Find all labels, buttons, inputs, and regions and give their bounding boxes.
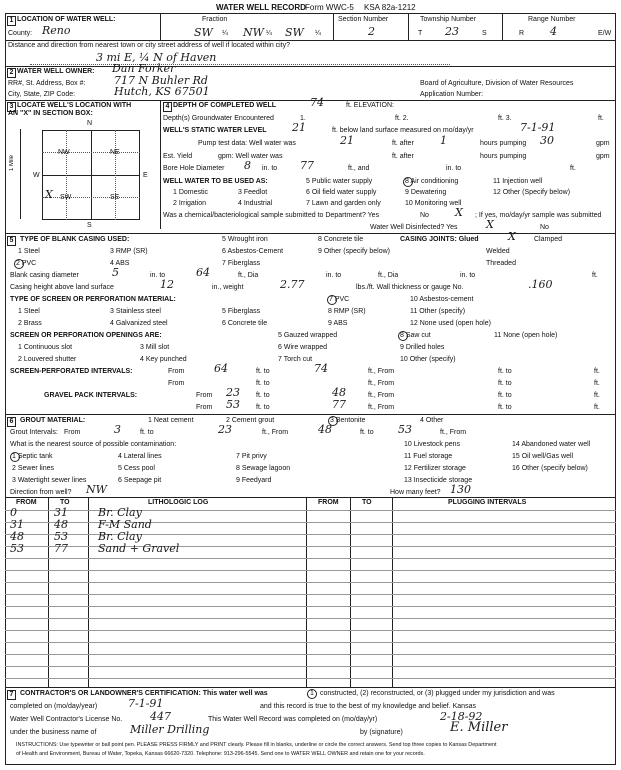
static-level-value[interactable]: 21: [292, 121, 306, 134]
fraction-2[interactable]: NW: [243, 26, 264, 39]
license-number[interactable]: 447: [150, 710, 171, 723]
address-value[interactable]: 717 N Buhler Rd: [114, 74, 208, 87]
log-to[interactable]: 31: [54, 506, 68, 519]
signature[interactable]: E. Miller: [450, 720, 508, 735]
opening-saw-cut[interactable]: 8 Saw cut: [400, 332, 431, 339]
log-description[interactable]: F-M Sand: [98, 518, 152, 531]
section-3-number: 3: [7, 102, 16, 112]
log-from[interactable]: 53: [10, 542, 24, 555]
casing-depth[interactable]: 64: [196, 266, 210, 279]
log-from[interactable]: 31: [10, 518, 24, 531]
application-number-label: Application Number:: [420, 91, 484, 98]
fraction-label: Fraction: [202, 16, 228, 23]
range-value[interactable]: 4: [550, 25, 557, 38]
city-value[interactable]: Hutch, KS 67501: [114, 85, 210, 98]
form-title: WATER WELL RECORD: [216, 3, 306, 12]
joints-glued-mark[interactable]: X: [508, 230, 516, 243]
owner-label: WATER WELL OWNER:: [17, 68, 95, 75]
section-value[interactable]: 2: [368, 25, 375, 38]
county-label: County:: [8, 30, 33, 37]
contam-septic-tank[interactable]: 1 Septic tank: [12, 453, 53, 460]
grout-bentonite[interactable]: 3 Bentonite: [330, 417, 366, 424]
record-date[interactable]: 2-18-92: [440, 710, 483, 723]
chem-no-mark[interactable]: X: [455, 206, 463, 219]
section-5-number: 5: [7, 236, 16, 246]
pump-hours[interactable]: 1: [440, 134, 447, 147]
gravel-2-to[interactable]: 77: [332, 398, 346, 411]
grout-from-1[interactable]: 3: [114, 423, 121, 436]
log-description[interactable]: Sand + Gravel: [98, 542, 180, 555]
pump-ft[interactable]: 21: [340, 134, 354, 147]
static-date[interactable]: 7-1-91: [520, 121, 556, 134]
log-to[interactable]: 77: [54, 542, 68, 555]
log-description[interactable]: Br. Clay: [98, 506, 142, 519]
bore-diameter[interactable]: 8: [244, 159, 251, 172]
gravel-1-from[interactable]: 23: [226, 386, 240, 399]
casing-height[interactable]: 12: [160, 278, 174, 291]
business-name[interactable]: Miller Drilling: [130, 723, 210, 736]
log-description[interactable]: Br. Clay: [98, 530, 142, 543]
section-4-number: 4: [163, 102, 172, 112]
distance-label: Distance and direction from nearest town or city street address of well if located within city?: [8, 42, 291, 49]
fraction-3[interactable]: SW: [285, 26, 304, 39]
disinfected-yes-mark[interactable]: X: [486, 218, 494, 231]
address-label: RR#, St. Address, Box #:: [8, 80, 86, 87]
owner-value[interactable]: Dan Forker: [112, 62, 176, 75]
township-value[interactable]: 23: [445, 25, 459, 38]
east-west: E/W: [598, 30, 612, 37]
section-2-number: 2: [7, 68, 16, 78]
township-number-label: Township Number: [420, 16, 477, 23]
feet-value[interactable]: 130: [450, 483, 471, 496]
direction-value[interactable]: NW: [86, 483, 107, 496]
distance-value[interactable]: 3 mi E, ¼ N of Haven: [96, 51, 217, 64]
casing-pvc[interactable]: 2 PVC: [16, 260, 37, 267]
ksa-number: KSA 82a-1212: [364, 3, 416, 12]
screen-pvc[interactable]: 7 PVC: [329, 296, 350, 303]
range-number-label: Range Number: [528, 16, 576, 23]
location-label: LOCATION OF WATER WELL:: [17, 16, 116, 23]
log-to[interactable]: 53: [54, 530, 68, 543]
section-1-number: 1: [7, 16, 16, 26]
completion-date[interactable]: 7-1-91: [128, 697, 164, 710]
bore-depth[interactable]: 77: [300, 159, 314, 172]
gravel-2-from[interactable]: 53: [226, 398, 240, 411]
board-label: Board of Agriculture, Division of Water Resources: [420, 80, 574, 87]
grout-to-2[interactable]: 53: [398, 423, 412, 436]
gauge-value[interactable]: .160: [528, 278, 553, 291]
section-number-label: Section Number: [338, 16, 389, 23]
county-value[interactable]: Reno: [42, 24, 71, 37]
casing-weight[interactable]: 2.77: [280, 278, 305, 291]
city-label: City, State, ZIP Code:: [8, 91, 76, 98]
section-6-number: 6: [7, 417, 16, 427]
pump-gpm[interactable]: 30: [540, 134, 554, 147]
well-location-mark[interactable]: X: [45, 188, 53, 201]
log-to[interactable]: 48: [54, 518, 68, 531]
casing-diameter[interactable]: 5: [112, 266, 119, 279]
grout-to-1[interactable]: 23: [218, 423, 232, 436]
fraction-1[interactable]: SW: [194, 26, 213, 39]
gravel-1-to[interactable]: 48: [332, 386, 346, 399]
use-air-conditioning[interactable]: 8 Air conditioning: [405, 178, 459, 185]
screen-interval-from[interactable]: 64: [214, 362, 228, 375]
grout-from-2[interactable]: 48: [318, 423, 332, 436]
depth-value[interactable]: 74: [310, 96, 324, 109]
log-from[interactable]: 0: [10, 506, 17, 519]
log-from[interactable]: 48: [10, 530, 24, 543]
form-number: Form WWC-5: [305, 3, 354, 12]
section-7-number: 7: [7, 690, 16, 700]
screen-interval-to[interactable]: 74: [314, 362, 328, 375]
